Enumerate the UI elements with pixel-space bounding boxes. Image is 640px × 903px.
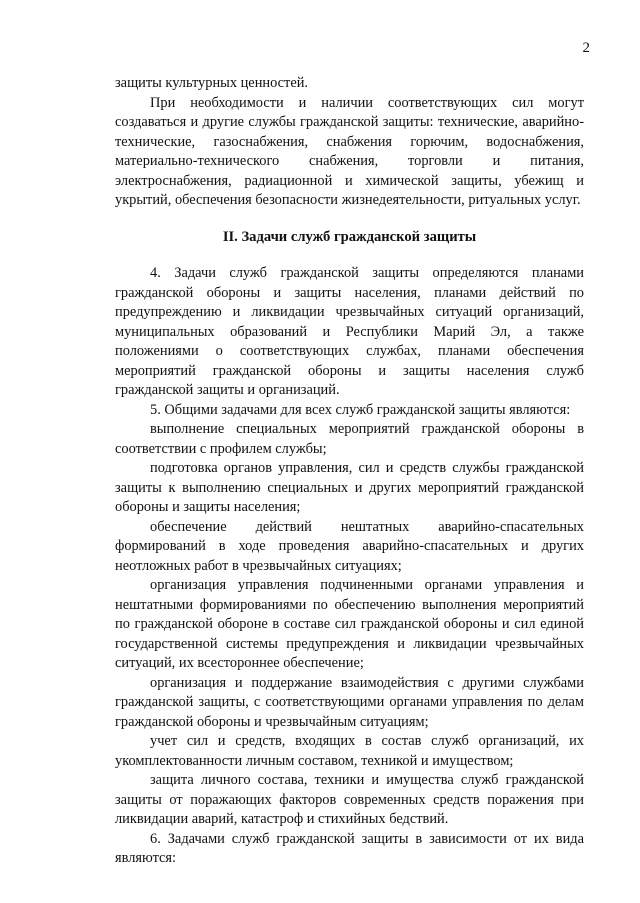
section-heading: II. Задачи служб гражданской защиты [222,228,477,245]
paragraph-additional-services: При необходимости и наличии соответствующих сил могут создаваться и другие службы гражданской защиты: технические, аварийно-технические, газоснабжения, снабжения горючим, водоснабжения, материально-технического снабжения, торговли и питания, электроснабжения, радиационной и химической защиты, убежищ и укрытий, обеспечения безопасности жизнедеятельности, ритуальных услуг. [115,94,584,208]
paragraph-item-4: 4. Задачи служб гражданской защиты определяются планами гражданской обороны и защиты населения, планами действий по предупреждению и ликвидации чрезвычайных ситуаций организаций, муниципальных образований и Республики Марий Эл, а также положениями о соответствующих службах, планами обеспечения мероприятий гражданской обороны и защиты населения служб гражданской защиты и организаций. [115,265,584,398]
paragraph-task-accounting: учет сил и средств, входящих в состав служб организаций, их укомплектованности личным составом, техникой и имуществом; [115,733,584,769]
paragraph-task-preparation: подготовка органов управления, сил и средств службы гражданской защиты к выполнению специальных и других мероприятий гражданской обороны и защиты населения; [115,460,584,515]
paragraph-task-interaction: организация и поддержание взаимодействия с другими службами гражданской защиты, с соответствующими органами управления по делам гражданской обороны и чрезвычайным ситуациям; [115,674,584,730]
page-number: 2 [582,40,590,56]
paragraph-continuation: защиты культурных ценностей. [115,75,309,91]
paragraph-task-protection: защита личного состава, техники и имущества служб гражданской защиты от поражающих факторов современных средств поражения при ликвидации аварий, катастроф и стихийных бедствий. [115,772,584,827]
paragraph-task-special-measures: выполнение специальных мероприятий гражданской обороны в соответствии с профилем службы; [115,421,584,457]
paragraph-item-6: 6. Задачами служб гражданской защиты в зависимости от их вида являются: [115,830,584,866]
paragraph-task-management: организация управления подчиненными органами управления и нештатными формированиями по обеспечению выполнения мероприятий по гражданской обороне в составе сил гражданской обороны и сил единой государственной системы предупреждения и ликвидации чрезвычайных ситуаций, их всестороннее обеспечение; [115,577,584,671]
paragraph-task-support-actions: обеспечение действий нештатных аварийно-спасательных формирований в ходе проведения аварийно-спасательных и других неотложных работ в чрезвычайных ситуациях; [115,518,584,574]
paragraph-item-5: 5. Общими задачами для всех служб гражданской защиты являются: [150,401,571,418]
document-body [115,74,584,869]
